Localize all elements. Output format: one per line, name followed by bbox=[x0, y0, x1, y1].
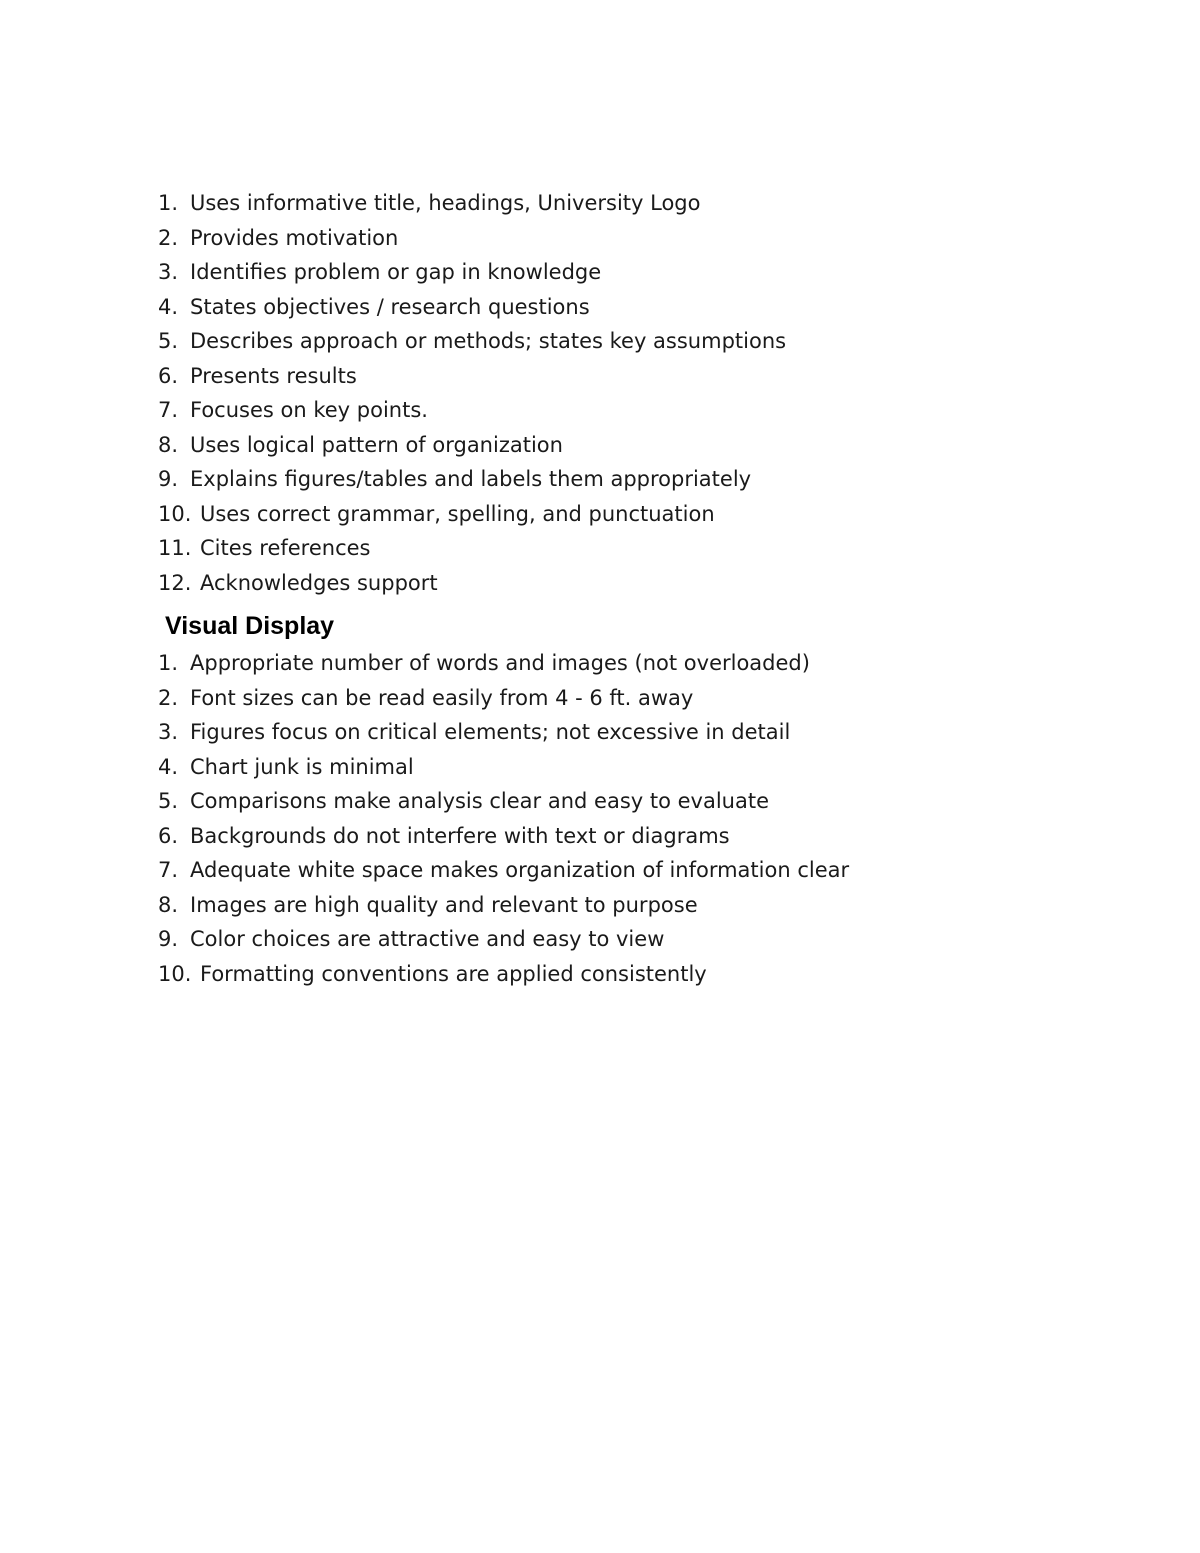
list-item bbox=[158, 290, 786, 325]
item-text: Identifies problem or gap in knowledge bbox=[190, 260, 602, 284]
item-text: Backgrounds do not interfere with text or diagrams bbox=[190, 823, 730, 848]
item-number: 11. bbox=[158, 536, 192, 560]
item-text: Describes approach or methods; states key assumptions bbox=[190, 329, 787, 353]
item-text: Acknowledges support bbox=[200, 570, 438, 595]
item-text: Appropriate number of words and images (not overloaded) bbox=[190, 651, 810, 675]
item-text: Images are high quality and relevant to purpose bbox=[190, 892, 698, 917]
item-number: 5. bbox=[158, 329, 179, 353]
item-text: Presents results bbox=[190, 363, 357, 388]
list-item bbox=[158, 359, 786, 394]
item-number: 4. bbox=[158, 754, 179, 779]
item-text: Explains figures/tables and labels them appropriately bbox=[190, 467, 752, 491]
item-number: 3. bbox=[158, 720, 179, 744]
list-item bbox=[158, 221, 786, 256]
list-item bbox=[158, 646, 849, 681]
item-number: 10. bbox=[158, 501, 192, 526]
list-item bbox=[158, 888, 849, 923]
item-number: 3. bbox=[158, 260, 179, 284]
list-item bbox=[158, 922, 849, 957]
list-item bbox=[158, 393, 786, 428]
list-item bbox=[158, 428, 786, 463]
item-number: 5. bbox=[158, 789, 179, 813]
item-text: Uses logical pattern of organization bbox=[190, 432, 563, 457]
item-number: 9. bbox=[158, 467, 179, 491]
item-text: Font sizes can be read easily from 4 - 6 ft. away bbox=[190, 685, 694, 710]
item-text: States objectives / research questions bbox=[190, 294, 590, 319]
item-number: 7. bbox=[158, 398, 179, 422]
item-number: 6. bbox=[158, 823, 179, 848]
item-text: Figures focus on critical elements; not excessive in detail bbox=[190, 720, 791, 744]
item-text: Adequate white space makes organization of information clear bbox=[190, 858, 850, 882]
list-item bbox=[158, 750, 849, 785]
list-item bbox=[158, 255, 786, 290]
list-item bbox=[158, 186, 786, 221]
item-text: Focuses on key points. bbox=[190, 398, 428, 422]
item-number: 7. bbox=[158, 858, 179, 882]
item-number: 1. bbox=[158, 191, 179, 215]
item-number: 9. bbox=[158, 927, 179, 951]
list-item bbox=[158, 531, 786, 566]
item-text: Comparisons make analysis clear and easy to evaluate bbox=[190, 789, 770, 813]
list-item bbox=[158, 819, 849, 854]
item-text: Chart junk is minimal bbox=[190, 754, 414, 779]
list-item bbox=[158, 784, 849, 819]
item-number: 12. bbox=[158, 570, 192, 595]
item-number: 2. bbox=[158, 685, 179, 710]
item-number: 8. bbox=[158, 892, 179, 917]
item-number: 6. bbox=[158, 363, 179, 388]
item-text: Cites references bbox=[200, 536, 371, 560]
item-number: 10. bbox=[158, 961, 192, 986]
item-text: Formatting conventions are applied consistently bbox=[200, 961, 707, 986]
item-text: Uses correct grammar, spelling, and punctuation bbox=[200, 501, 715, 526]
item-text: Uses informative title, headings, University Logo bbox=[190, 191, 701, 215]
list-item bbox=[158, 462, 786, 497]
list-item bbox=[158, 681, 849, 716]
list-item bbox=[158, 566, 786, 601]
list-item bbox=[158, 324, 786, 359]
item-number: 2. bbox=[158, 225, 179, 250]
item-number: 8. bbox=[158, 432, 179, 457]
list-item bbox=[158, 853, 849, 888]
item-number: 4. bbox=[158, 294, 179, 319]
item-text: Color choices are attractive and easy to view bbox=[190, 927, 665, 951]
item-number: 1. bbox=[158, 651, 179, 675]
list-item bbox=[158, 715, 849, 750]
item-text: Provides motivation bbox=[190, 225, 399, 250]
list-item bbox=[158, 957, 849, 992]
list-item bbox=[158, 497, 786, 532]
visual-display-heading: Visual Display bbox=[165, 612, 335, 640]
content-checklist bbox=[158, 186, 786, 600]
visual-display-checklist bbox=[158, 646, 849, 991]
